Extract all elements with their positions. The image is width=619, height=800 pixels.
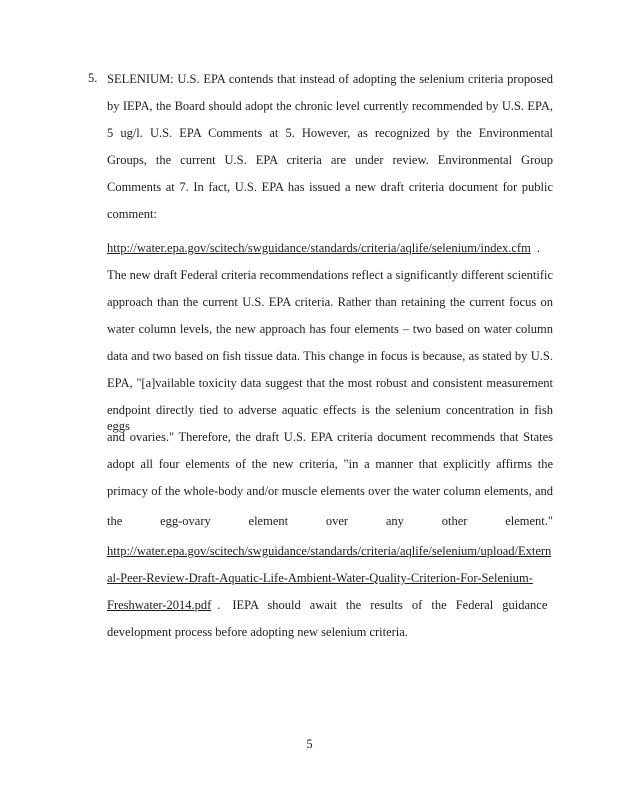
paragraph-line: SELENIUM: U.S. EPA contends that instead of adopting the selenium criteria proposed bbox=[107, 72, 553, 86]
paragraph-line-fragment: IEPA should await the results of the Federal guidance bbox=[232, 598, 548, 612]
paragraph-line: Comments at 7. In fact, U.S. EPA has issued a new draft criteria document for public bbox=[107, 180, 553, 194]
paragraph-line: and ovaries." Therefore, the draft U.S. EPA criteria document recommends that States bbox=[107, 430, 553, 444]
epa-selenium-draft-pdf-link-part-1[interactable]: http://water.epa.gov/scitech/swguidance/standards/criteria/aqlife/selenium/upload/Extern bbox=[107, 544, 552, 558]
paragraph-line: data and two based on fish tissue data. This change in focus is because, as stated by U.S. bbox=[107, 349, 553, 363]
paragraph-line: EPA, "[a]vailable toxicity data suggest that the most robust and consistent measurement bbox=[107, 376, 553, 390]
epa-selenium-index-link[interactable]: http://water.epa.gov/scitech/swguidance/standards/criteria/aqlife/selenium/index.cfm bbox=[107, 241, 531, 255]
link-line bbox=[107, 240, 553, 256]
item-number: 5. bbox=[88, 71, 98, 85]
link-line bbox=[107, 597, 553, 613]
paragraph-line: by IEPA, the Board should adopt the chronic level currently recommended by U.S. EPA, bbox=[107, 99, 553, 113]
paragraph-line: adopt all four elements of the new criteria, "in a manner that explicitly affirms the bbox=[107, 457, 553, 471]
paragraph-line: primacy of the whole-body and/or muscle elements over the water column elements, and bbox=[107, 484, 553, 498]
paragraph-line: the egg-ovary element over any other element." bbox=[107, 514, 553, 528]
epa-selenium-draft-pdf-link-part-2[interactable]: al-Peer-Review-Draft-Aquatic-Life-Ambient-Water-Quality-Criterion-For-Selenium- bbox=[107, 571, 533, 585]
paragraph-line: Groups, the current U.S. EPA criteria are under review. Environmental Group bbox=[107, 153, 553, 167]
paragraph-line: development process before adopting new selenium criteria. bbox=[107, 625, 408, 639]
paragraph-line: approach than the current U.S. EPA criteria. Rather than retaining the current focus on bbox=[107, 295, 553, 309]
paragraph-line: The new draft Federal criteria recommendations reflect a significantly different scientific bbox=[107, 268, 553, 282]
paragraph-line: endpoint directly tied to adverse aquatic effects is the selenium concentration in fish eggs bbox=[107, 403, 553, 433]
link-line bbox=[107, 543, 553, 559]
link-line bbox=[107, 570, 553, 586]
paragraph-line: 5 ug/l. U.S. EPA Comments at 5. However, as recognized by the Environmental bbox=[107, 126, 553, 140]
link-trailing-period: . bbox=[536, 241, 540, 255]
epa-selenium-draft-pdf-link-part-3[interactable]: Freshwater-2014.pdf bbox=[107, 598, 212, 612]
paragraph-line: water column levels, the new approach has four elements – two based on water column bbox=[107, 322, 553, 336]
page-number: 5 bbox=[306, 737, 313, 751]
paragraph-line: comment: bbox=[107, 207, 157, 221]
link-trailing-period: . bbox=[217, 598, 221, 612]
